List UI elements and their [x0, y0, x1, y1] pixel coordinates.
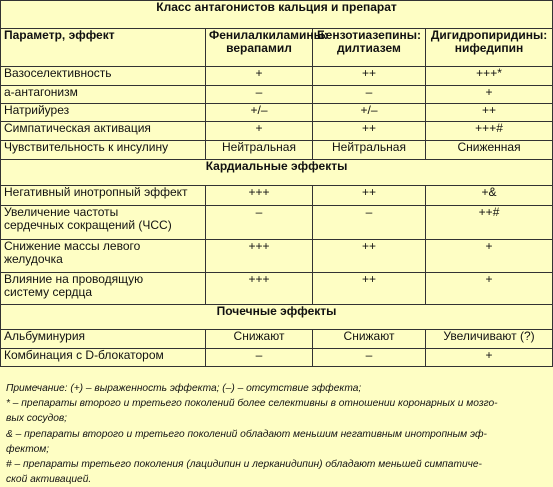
- header-row: [1, 29, 553, 67]
- cell-verapamil: +++: [206, 240, 313, 273]
- cell-diltiazem: ++: [313, 240, 426, 273]
- header-dihydropyridines: [426, 29, 553, 67]
- header-col3-line2: нифедипин: [454, 41, 524, 55]
- footnote-line: фектом;: [6, 443, 50, 455]
- row-param: Вазоселективность: [1, 67, 206, 86]
- row-param-line1: Снижение массы левого: [4, 239, 141, 253]
- row-param: Негативный инотропный эффект: [1, 186, 206, 206]
- cell-diltiazem: ++: [313, 67, 426, 86]
- table-title: Класс антагонистов кальция и препарат: [1, 1, 553, 29]
- cell-verapamil: –: [206, 349, 313, 367]
- row-param-line1: Увеличение частоты: [4, 205, 119, 219]
- cell-verapamil: Нейтральная: [206, 141, 313, 160]
- cell-diltiazem: Снижают: [313, 330, 426, 349]
- cell-diltiazem: –: [313, 206, 426, 240]
- cell-nifedipine: +++*: [426, 67, 553, 86]
- table-row: [1, 330, 553, 349]
- header-benzothiazepines: [313, 29, 426, 67]
- footnote-block: [6, 381, 546, 487]
- cell-verapamil: +: [206, 67, 313, 86]
- cell-nifedipine: +: [426, 240, 553, 273]
- cell-nifedipine: +: [426, 349, 553, 367]
- cell-diltiazem: ++: [313, 122, 426, 141]
- row-param: [1, 206, 206, 240]
- row-param: [1, 240, 206, 273]
- cell-verapamil: Снижают: [206, 330, 313, 349]
- cell-verapamil: –: [206, 86, 313, 104]
- row-param: Натрийурез: [1, 104, 206, 122]
- cell-diltiazem: ++: [313, 273, 426, 305]
- header-param: Параметр, эффект: [1, 29, 206, 67]
- cell-nifedipine: +: [426, 86, 553, 104]
- cell-nifedipine: ++: [426, 104, 553, 122]
- table-row: [1, 349, 553, 367]
- row-param-line2: желудочка: [4, 252, 63, 266]
- row-param: а-антагонизм: [1, 86, 206, 104]
- title-row: [1, 1, 553, 29]
- row-param-line2: сердечных сокращений (ЧСС): [4, 218, 172, 232]
- row-param-line2: систему сердца: [4, 285, 93, 299]
- cell-diltiazem: –: [313, 86, 426, 104]
- table-row: [1, 273, 553, 305]
- cell-diltiazem: –: [313, 349, 426, 367]
- row-param: Комбинация с D-блокатором: [1, 349, 206, 367]
- row-param: [1, 273, 206, 305]
- header-col3-line1: Дигидропиридины:: [430, 28, 548, 42]
- cell-verapamil: +/–: [206, 104, 313, 122]
- header-col2-line1: Бензотиазепины:: [317, 28, 421, 42]
- section-row: [1, 305, 553, 330]
- cell-verapamil: –: [206, 206, 313, 240]
- row-param: Симпатическая активация: [1, 122, 206, 141]
- header-col1-line1: Фенилалкиламины:: [209, 28, 328, 42]
- section-renal-title: Почечные эффекты: [1, 305, 553, 330]
- table-row: [1, 141, 553, 160]
- table-row: [1, 67, 553, 86]
- header-phenylalkylamines: [206, 28, 328, 67]
- cell-nifedipine: Сниженная: [426, 141, 553, 160]
- section-row: [1, 160, 553, 186]
- cell-nifedipine: ++#: [426, 206, 553, 240]
- row-param: Альбуминурия: [1, 330, 206, 349]
- footnote-line: & – препараты второго и третьего поколений обладают меньшим негативным инотропным эф-: [6, 428, 487, 440]
- row-param: Чувствительность к инсулину: [1, 141, 206, 160]
- cell-verapamil: +++: [206, 273, 313, 305]
- header-col2-line2: дилтиазем: [337, 41, 401, 55]
- footnote-line: * – препараты второго и третьего поколений более селективны в отношении коронарных и мозго-: [6, 398, 498, 410]
- cell-nifedipine: +: [426, 273, 553, 305]
- cell-diltiazem: +/–: [313, 104, 426, 122]
- table-row: [1, 186, 553, 206]
- table-row: [1, 206, 553, 240]
- cell-nifedipine: +&: [426, 186, 553, 206]
- cell-diltiazem: Нейтральная: [313, 141, 426, 160]
- cell-diltiazem: ++: [313, 186, 426, 206]
- header-col1-line2: верапамил: [226, 41, 292, 55]
- table-row: [1, 240, 553, 273]
- footnote-line: # – препараты третьего поколения (лацидипин и лерканидипин) обладают меньшей симпатиче-: [6, 459, 482, 471]
- footnote-line: вых сосудов;: [6, 413, 68, 425]
- row-param-line1: Влияние на проводящую: [4, 272, 144, 286]
- cell-verapamil: +++: [206, 186, 313, 206]
- cell-nifedipine: +++#: [426, 122, 553, 141]
- table-row: [1, 104, 553, 122]
- cell-nifedipine: Увеличивают (?): [426, 330, 553, 349]
- section-cardiac-title: Кардиальные эффекты: [1, 160, 553, 186]
- table-row: [1, 122, 553, 141]
- table-row: [1, 86, 553, 104]
- footnote-line: ской активацией.: [6, 474, 92, 486]
- cell-verapamil: +: [206, 122, 313, 141]
- footnote-line: Примечание: (+) – выраженность эффекта; (–) – отсутствие эффекта;: [6, 383, 362, 394]
